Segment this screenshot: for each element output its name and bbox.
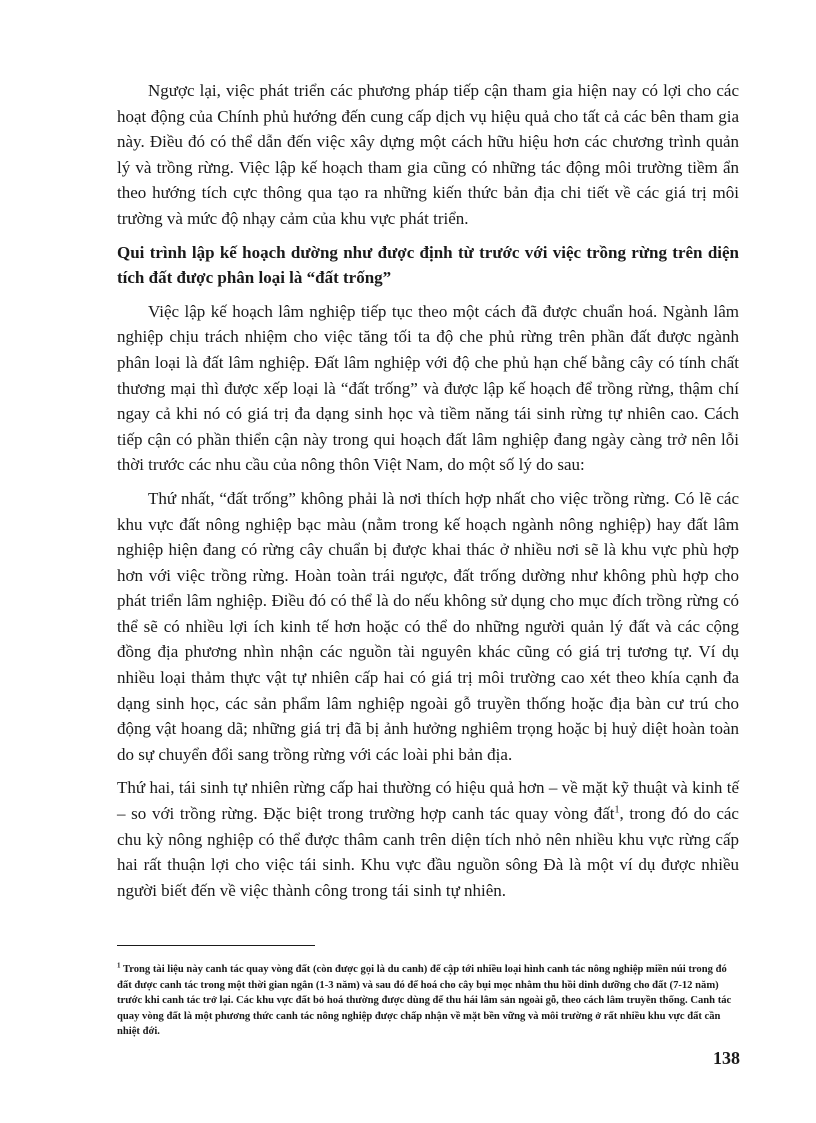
page-body xyxy=(117,78,739,903)
footnote-reference[interactable]: 1 xyxy=(614,804,620,816)
paragraph-forestry-planning: Việc lập kế hoạch lâm nghiệp tiếp tục theo một cách đã được chuẩn hoá. Ngành lâm nghiệp chịu trách nhiệm cho việc tăng tối ta độ che phủ rừng trên phần đất được ngành phân loại là đất lâm nghiệp. Đất lâm nghiệp với độ che phủ hạn chế bằng cây có tính chất thương mại thì được xếp loại là “đất trống” và được lập kế hoạch để trồng rừng, thậm chí ngay cả khi nó có giá trị đa dạng sinh học và tiềm năng tái sinh rừng tự nhiên cao. Cách tiếp cận có phần thiển cận này trong qui hoạch đất lâm nghiệp đang ngày càng trở nên lỗi thời trước các nhu cầu của nông thôn Việt Nam, do một số lý do sau: xyxy=(117,301,739,475)
section-heading: Qui trình lập kế hoạch dường như được định từ trước với việc trồng rừng trên diện tích đất được phân loại là “đất trống” xyxy=(117,242,739,288)
paragraph-second-reason-text-cont: , trong đó do các chu kỳ nông nghiệp có thể được thâm canh trên diện tích nhỏ nên nhiều khu vực rừng cấp hai rất thuận lợi cho việc tái sinh. Khu vực đầu nguồn sông Đà là một ví dụ được nhiều người biết đến về việc thành công trong tái sinh tự nhiên. xyxy=(117,804,739,900)
footnote xyxy=(117,962,739,1040)
paragraph-participatory-planning: Ngược lại, việc phát triển các phương pháp tiếp cận tham gia hiện nay có lợi cho các hoạt động của Chính phủ hướng đến cung cấp dịch vụ hiệu quả cho tất cả các bên tham gia này. Điều đó có thể dẫn đến việc xây dựng một cách hữu hiệu hơn các chương trình quản lý và trồng rừng. Việc lập kế hoạch tham gia cũng có những tác động môi trường tiềm ẩn theo hướng tích cực thông qua tạo ra những kiến thức bản địa chi tiết về các giá trị môi trường và mức độ nhạy cảm của khu vực phát triển. xyxy=(117,81,739,228)
footnote-marker: 1 xyxy=(117,961,121,970)
footnote-text: Trong tài liệu này canh tác quay vòng đất (còn được gọi là du canh) để cập tới nhiều loại hình canh tác nông nghiệp miền núi trong đó đất được canh tác trong một thời gian ngắn (1-3 năm) và sau đó để hoá cho cây bụi mọc nhằm thu hồi dinh dưỡng cho đất (7-12 năm) trước khi canh tác trở lại. Các khu vực đất bỏ hoá thường được dùng để thu hái lâm sản ngoài gỗ, theo cách lâm truyền thống. Canh tác quay vòng đất là một phương thức canh tác nông nghiệp được chấp nhận về mặt bền vững và môi trường ở rất nhiều khu vực đất cần nhiệt đới. xyxy=(117,964,732,1037)
paragraph-second-reason xyxy=(117,775,739,903)
page-number: 138 xyxy=(713,1048,740,1068)
paragraph-second-reason-text: Thứ hai, tái sinh tự nhiên rừng cấp hai thường có hiệu quả hơn – về mặt kỹ thuật và kinh tế – so với trồng rừng. Đặc biệt trong trường hợp canh tác quay vòng đất xyxy=(117,778,739,824)
footnote-divider xyxy=(117,945,315,946)
paragraph-first-reason: Thứ nhất, “đất trống” không phải là nơi thích hợp nhất cho việc trồng rừng. Có lẽ các khu vực đất nông nghiệp bạc màu (nằm trong kế hoạch ngành nông nghiệp) hay đất lâm nghiệp hiện đang có rừng cây chuẩn bị được khai thác ở nhiều nơi sẽ là khu vực phù hợp hơn với việc trồng rừng. Hoàn toàn trái ngược, đất trống dường như không phù hợp cho phát triển lâm nghiệp. Điều đó có thể là do nếu không sử dụng cho mục đích trồng rừng có thể sẽ có nhiều lợi ích kinh tế hơn hoặc có thể do những người quản lý đất và các cộng đồng địa phương nhìn nhận các nguồn tài nguyên khác cũng có giá trị tương tự. Ví dụ nhiều loại thảm thực vật tự nhiên cấp hai có giá trị môi trường cao xét theo khía cạnh đa dạng sinh học, các sản phẩm lâm nghiệp ngoài gỗ truyền thống hoặc địa bàn cư trú cho động vật hoang dã; những giá trị đã bị ảnh hưởng nghiêm trọng hoặc bị huỷ diệt hoàn toàn do sự chuyển đổi sang trồng rừng với các loài phi bản địa. xyxy=(117,488,739,764)
